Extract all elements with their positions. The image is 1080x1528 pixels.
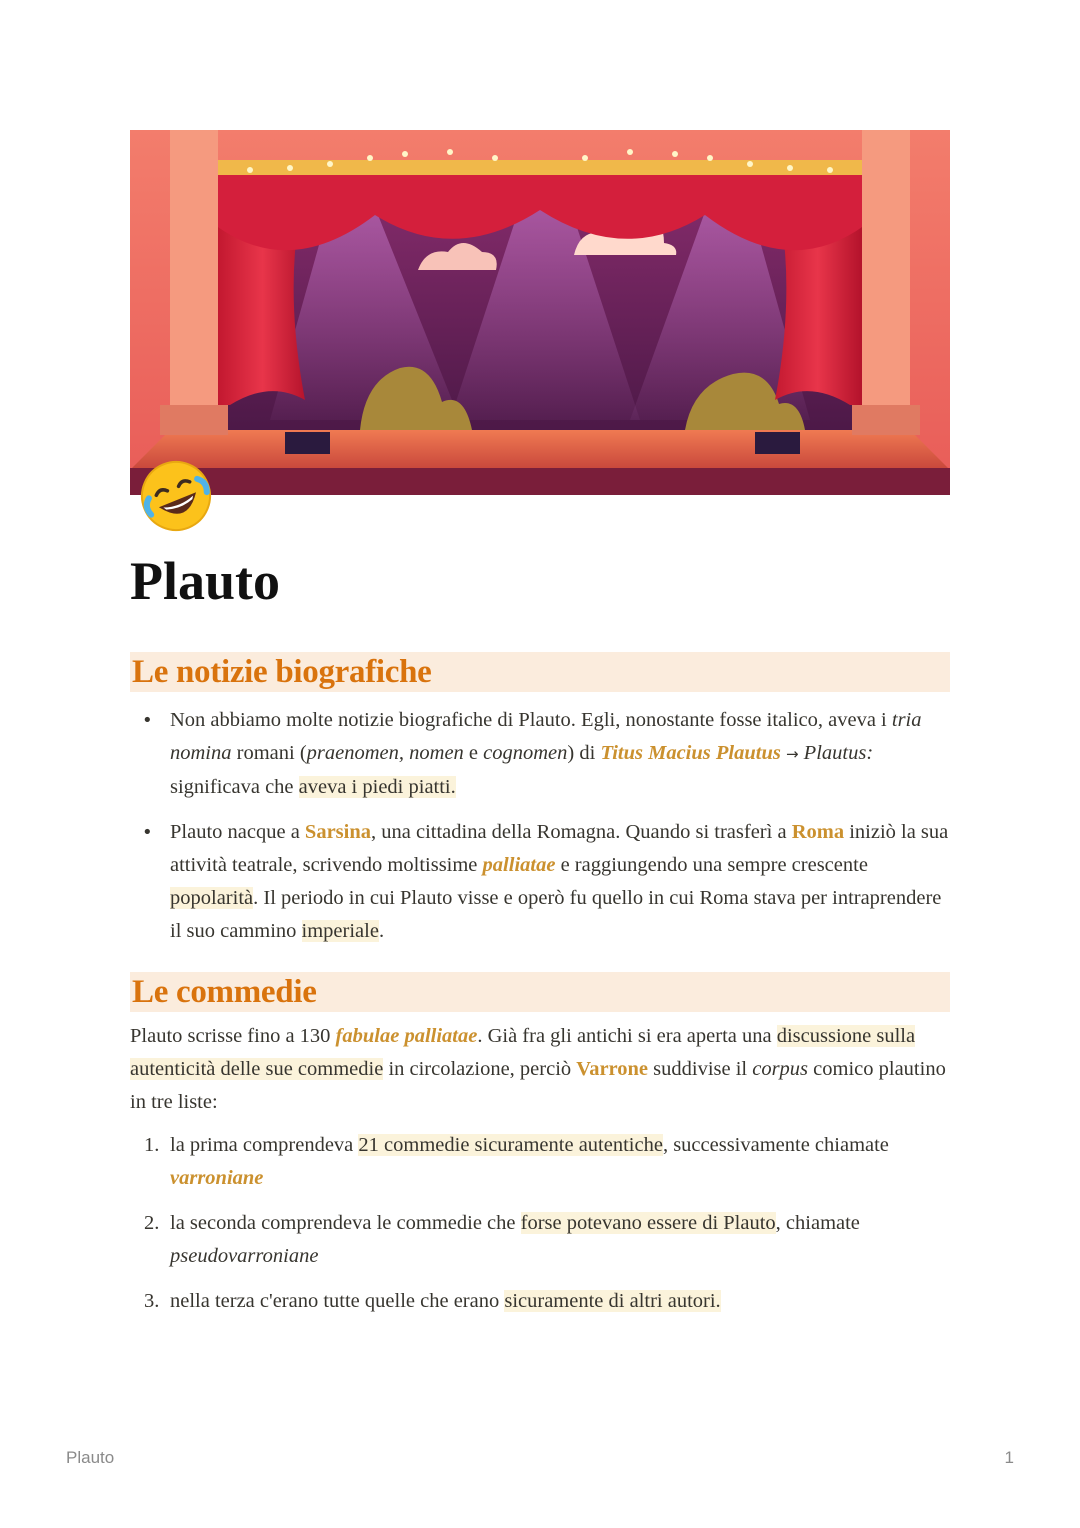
footer-page-number: 1 [1004,1448,1014,1467]
item-number: 3. [144,1290,160,1312]
text-span: Plauto scrisse fino a 130 [130,1025,336,1047]
text-span: , successivamente chiamate [662,1134,889,1156]
text-span: iniziò la sua attività teatrale, scrivendo moltissime [170,821,949,876]
keyword-span: palliatae [482,854,556,876]
rofl-face-icon [138,458,214,534]
text-span: ) di [567,742,601,764]
keyword-span: Titus Macius Plautus [600,742,781,764]
cover-image [130,130,950,495]
list-item [130,1207,950,1273]
page-title: Plauto [130,551,281,611]
keyword-span: fabulae palliatae [335,1025,478,1047]
text-span: la prima comprendeva [170,1134,359,1156]
text-span: . Già fra gli antichi si era aperta una [477,1025,777,1047]
text-span: e raggiungendo una sempre crescente [555,854,868,876]
footer-title: Plauto [66,1448,115,1467]
text-span: nella terza c'erano tutte quelle che erano [170,1290,505,1312]
section-heading-biografiche: Le notizie biografiche [130,652,950,692]
text-span: Non abbiamo molte notizie biografiche di Plauto. Egli, nonostante fosse italico, aveva i [170,709,892,731]
text-span: comico plautino in tre liste: [130,1058,946,1113]
italic-span: praenomen, nomen [306,742,464,764]
keyword-span: Varrone [576,1058,649,1080]
keyword-span: varroniane [170,1167,264,1189]
highlight-span: discussione sulla autenticità delle sue commedie [130,1025,916,1080]
highlight-span: 21 commedie sicuramente autentiche [358,1134,663,1156]
section-heading-commedie: Le commedie [130,972,950,1012]
highlight-span: imperiale [301,920,379,942]
highlight-span: sicuramente di altri autori. [504,1290,721,1312]
biography-list [130,704,950,948]
text-span: e [463,742,484,764]
text-span: in circolazione, perciò [383,1058,577,1080]
text-span: , chiamate [775,1212,860,1234]
text-span: . [378,920,385,942]
list-item [130,1129,950,1195]
italic-span: tria nomina [170,709,922,764]
item-number: 2. [144,1212,160,1234]
text-span: . Il periodo in cui Plauto visse e operò fu quello in cui Roma stava per intraprendere il suo cammino [170,887,942,942]
keyword-span: Roma [791,821,845,843]
list-item [130,1285,950,1318]
list-item [130,816,950,948]
italic-span: cognomen [483,742,568,764]
page-content [130,652,950,1330]
italic-span: pseudovarroniane [170,1245,319,1267]
italic-span: corpus [752,1058,809,1080]
paragraph [130,1020,950,1119]
text-span: significava che [170,776,299,798]
numbered-list [130,1129,950,1318]
text-span: romani ( [231,742,307,764]
text-span: suddivise il [648,1058,753,1080]
item-number: 1. [144,1134,160,1156]
text-span: , una cittadina della Romagna. Quando si trasferì a [371,821,792,843]
highlight-span: forse potevano essere di Plauto [520,1212,776,1234]
text-span: la seconda comprendeva le commedie che [170,1212,521,1234]
highlight-span: aveva i piedi piatti. [298,776,456,798]
text-span: Plauto nacque a [170,821,305,843]
highlight-span: popolarità [170,887,254,909]
list-item [130,704,950,804]
italic-span: Plautus: [803,742,874,764]
keyword-span: Sarsina [304,821,371,843]
arrow-glyph: → [785,745,799,763]
